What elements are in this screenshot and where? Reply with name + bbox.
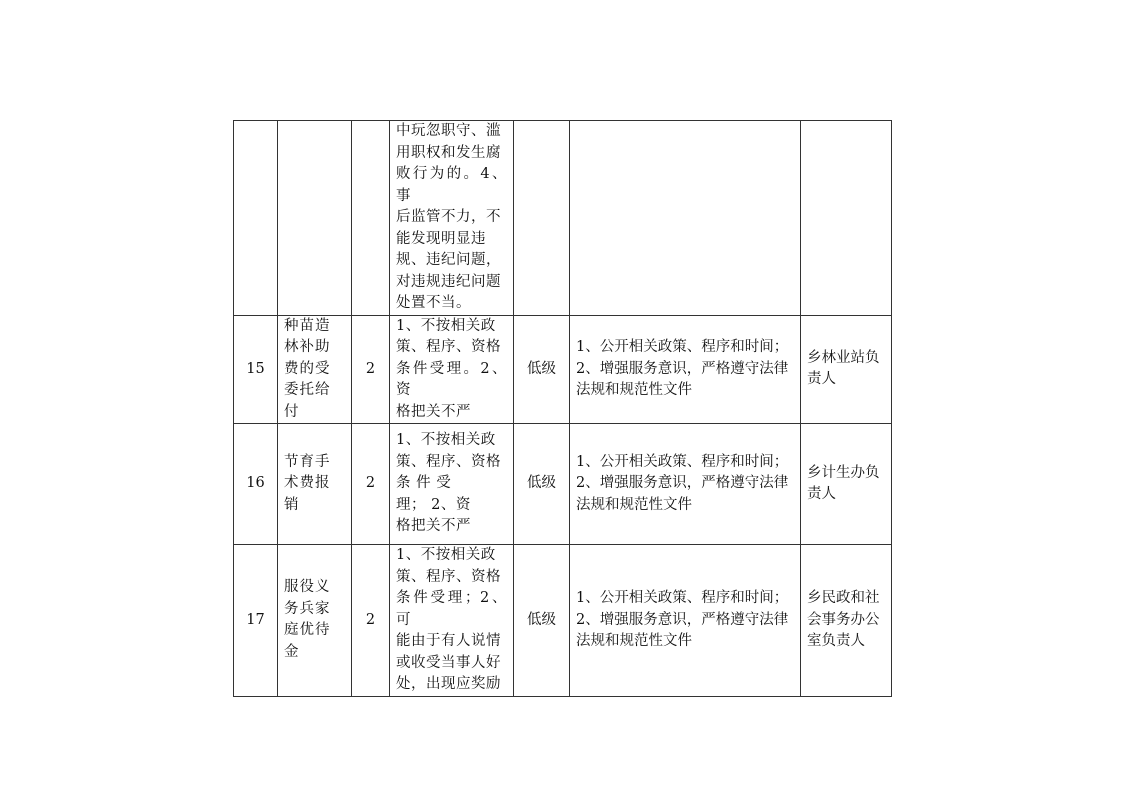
risk-table: [233, 120, 892, 697]
risk-count: [352, 121, 390, 316]
responsible-person: 乡民政和社会事务办公室负责人: [801, 545, 892, 697]
row-number: 17: [234, 545, 278, 697]
responsible-person: 乡林业站负责人: [801, 315, 892, 424]
responsible-person: 乡计生办负责人: [801, 424, 892, 545]
risk-description: 1、不按相关政 策、程序、资格 条件受理。2、资 格把关不严: [390, 315, 514, 424]
table-row: [234, 545, 892, 697]
risk-level: [514, 121, 570, 316]
prevention-measures: 1、公开相关政策、程序和时间；2、增强服务意识，严格遵守法律法规和规范性文件: [570, 545, 801, 697]
prevention-measures: 1、公开相关政策、程序和时间；2、增强服务意识，严格遵守法律法规和规范性文件: [570, 424, 801, 545]
item-name: [278, 121, 352, 316]
prevention-measures: 1、公开相关政策、程序和时间；2、增强服务意识，严格遵守法律法规和规范性文件: [570, 315, 801, 424]
table-row: [234, 315, 892, 424]
table-row: [234, 424, 892, 545]
risk-count: 2: [352, 315, 390, 424]
risk-description: 1、不按相关政 策、程序、资格 条件受理；2、可 能由于有人说情 或收受当事人好 处，出现应奖励: [390, 545, 514, 697]
item-name: 节育手术费报销: [278, 424, 352, 545]
row-number: 16: [234, 424, 278, 545]
risk-level: 低级: [514, 424, 570, 545]
row-number: 15: [234, 315, 278, 424]
row-number: [234, 121, 278, 316]
risk-description: 1、不按相关政 策、程序、资格 条 件 受 理； 2、资 格把关不严: [390, 424, 514, 545]
risk-count: 2: [352, 545, 390, 697]
table-row: [234, 121, 892, 316]
prevention-measures: [570, 121, 801, 316]
risk-level: 低级: [514, 315, 570, 424]
item-name: 种苗造林补助费的受委托给付: [278, 315, 352, 424]
risk-level: 低级: [514, 545, 570, 697]
risk-count: 2: [352, 424, 390, 545]
item-name: 服役义务兵家庭优待金: [278, 545, 352, 697]
responsible-person: [801, 121, 892, 316]
risk-description: 中玩忽职守、滥 用职权和发生腐 败行为的。4、事 后监管不力，不 能发现明显违 规、违纪问题， 对违规违纪问题 处置不当。: [390, 121, 514, 316]
